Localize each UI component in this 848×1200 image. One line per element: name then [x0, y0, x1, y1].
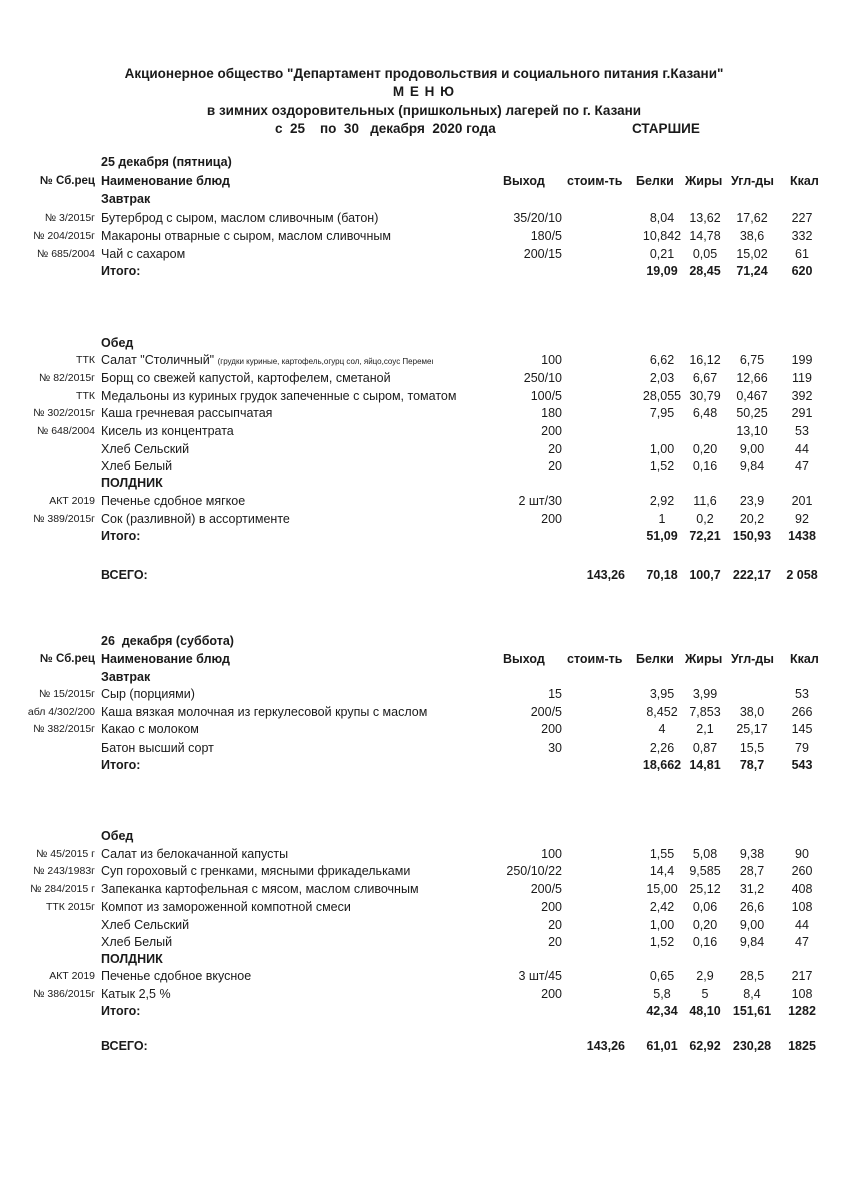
dish-yield: 20: [548, 442, 562, 456]
dish-protein: 2,92: [649, 494, 675, 508]
col-protein: Белки: [636, 174, 674, 188]
dish-yield: 180: [541, 406, 562, 420]
dish-yield: 3 шт/45: [518, 969, 562, 983]
organization-title: Акционерное общество "Департамент продовольствия и социального питания г.Казани": [124, 66, 724, 81]
dish-name: Хлеб Белый: [101, 935, 173, 949]
dish-name: Борщ со свежей капустой, картофелем, сметаной: [101, 371, 391, 385]
recipe-code: № 204/2015г: [33, 230, 95, 242]
table-row: [0, 209, 848, 227]
dish-yield: 100: [541, 847, 562, 861]
subtotal-fat: 72,21: [689, 529, 721, 543]
table-row: [0, 351, 848, 369]
subtotal-carbs: 78,7: [739, 758, 765, 772]
dish-kcal: 332: [791, 229, 813, 243]
table-row: [0, 880, 848, 898]
dish-kcal: 291: [791, 406, 813, 420]
dish-protein: 3,95: [649, 687, 675, 701]
dish-fat: 6,67: [692, 371, 718, 385]
subtotal-fat: 48,10: [689, 1004, 721, 1018]
recipe-code: № 389/2015г: [33, 513, 95, 525]
dish-carbs: 8,4: [743, 987, 761, 1001]
dish-carbs: 15,5: [739, 741, 765, 755]
dish-name: Кисель из концентрата: [101, 424, 234, 438]
total-carbs: 222,17: [732, 568, 772, 582]
dish-name: Печенье сдобное мягкое: [101, 494, 246, 508]
subtotal-protein: 18,662: [642, 758, 682, 772]
grand-total-row: [0, 566, 848, 584]
dish-yield: 20: [548, 935, 562, 949]
total-cost: 143,26: [586, 1039, 625, 1053]
subtotal-kcal: 1438: [788, 529, 816, 543]
table-row: [0, 916, 848, 934]
dish-yield: 15: [548, 687, 562, 701]
meal-breakfast-label: Завтрак: [101, 670, 151, 684]
total-kcal: 2 058: [786, 568, 818, 582]
dish-kcal: 201: [791, 494, 813, 508]
dish-kcal: 392: [791, 389, 813, 403]
column-header-row: [0, 650, 848, 668]
dish-carbs: 20,2: [739, 512, 765, 526]
dish-protein: 2,26: [649, 741, 675, 755]
dish-kcal: 217: [791, 969, 813, 983]
dish-ingredients-note: (грудки куриные, картофель,огурц сол, яйцо,соус Перемеı: [217, 357, 434, 366]
col-carbs: Угл-ды: [731, 174, 774, 188]
subtotal-row: [0, 756, 848, 774]
col-fat: Жиры: [685, 174, 723, 188]
dish-name: Бутерброд с сыром, маслом сливочным (батон): [101, 211, 379, 225]
dish-protein: 2,42: [649, 900, 675, 914]
dish-protein: 15,00: [646, 882, 678, 896]
subtotal-row: [0, 1002, 848, 1020]
recipe-code: АКТ 2019: [49, 970, 95, 982]
dish-fat: 16,12: [689, 353, 721, 367]
dish-protein: 0,65: [649, 969, 675, 983]
dish-fat: 2,9: [696, 969, 714, 983]
dish-fat: 0,05: [692, 247, 718, 261]
dish-protein: 8,04: [649, 211, 675, 225]
dish-fat: 0,20: [692, 918, 718, 932]
dish-yield: 250/10/22: [506, 864, 562, 878]
col-yield: Выход: [503, 174, 545, 188]
dish-kcal: 53: [795, 687, 809, 701]
table-row: [0, 457, 848, 475]
age-group: СТАРШИЕ: [632, 121, 700, 136]
dish-yield: 200/15: [523, 247, 562, 261]
dish-kcal: 79: [795, 741, 809, 755]
recipe-code: АКТ 2019: [49, 495, 95, 507]
dish-yield: 200: [541, 512, 562, 526]
dish-yield: 200: [541, 987, 562, 1001]
dish-name: Запеканка картофельная с мясом, маслом сливочным: [101, 882, 419, 896]
dish-kcal: 119: [792, 371, 812, 385]
dish-protein: 1,00: [649, 918, 675, 932]
subtotal-carbs: 150,93: [732, 529, 772, 543]
dish-fat: 13,62: [689, 211, 721, 225]
dish-fat: 0,06: [692, 900, 718, 914]
col-fat: Жиры: [685, 652, 723, 666]
recipe-code: № 45/2015 г: [36, 848, 95, 860]
recipe-code: № 15/2015г: [39, 688, 95, 700]
dish-carbs: 15,02: [736, 247, 768, 261]
dish-name: Салат "Столичный" (грудки куриные, картофель,огурц сол, яйцо,соус Перемеı: [101, 353, 434, 367]
recipe-code: № 386/2015г: [33, 988, 95, 1000]
dish-name: Каша вязкая молочная из геркулесовой крупы с маслом: [101, 705, 428, 719]
recipe-code: № 284/2015 г: [30, 883, 95, 895]
dish-kcal: 92: [795, 512, 809, 526]
dish-carbs: 28,7: [739, 864, 765, 878]
col-kcal: Ккал: [790, 174, 819, 188]
recipe-code: № 382/2015г: [33, 723, 95, 735]
dish-yield: 35/20/10: [513, 211, 562, 225]
dish-fat: 6,48: [692, 406, 718, 420]
total-protein: 70,18: [646, 568, 678, 582]
subtotal-label: Итого:: [101, 1004, 141, 1018]
subtotal-row: [0, 262, 848, 280]
dish-protein: 6,62: [649, 353, 675, 367]
dish-fat: 0,2: [696, 512, 714, 526]
dish-kcal: 44: [795, 442, 809, 456]
dish-kcal: 53: [795, 424, 809, 438]
subtotal-kcal: 543: [791, 758, 813, 772]
total-kcal: 1825: [788, 1039, 816, 1053]
dish-yield: 2 шт/30: [518, 494, 562, 508]
dish-fat: 0,16: [692, 935, 718, 949]
dish-kcal: 266: [791, 705, 813, 719]
dish-carbs: 26,6: [739, 900, 765, 914]
day-title: 25 декабря (пятница): [101, 155, 232, 169]
dish-carbs: 23,9: [739, 494, 765, 508]
dish-kcal: 90: [795, 847, 809, 861]
dish-fat: 5,08: [692, 847, 718, 861]
total-fat: 62,92: [689, 1039, 721, 1053]
table-row: [0, 404, 848, 422]
grand-total-row: [0, 1037, 848, 1055]
dish-carbs: 9,84: [739, 935, 765, 949]
recipe-code: ТТК: [76, 354, 95, 366]
dish-fat: 30,79: [689, 389, 721, 403]
dish-protein: 14,4: [649, 864, 675, 878]
dish-yield: 20: [548, 918, 562, 932]
dish-name: Хлеб Белый: [101, 459, 173, 473]
table-row: [0, 703, 848, 721]
subtotal-label: Итого:: [101, 758, 141, 772]
dish-carbs: 9,38: [739, 847, 765, 861]
dish-carbs: 9,00: [739, 918, 765, 932]
dish-kcal: 61: [795, 247, 809, 261]
subtotal-kcal: 1282: [788, 1004, 816, 1018]
col-code: № Сб.рец: [40, 175, 95, 187]
recipe-code: № 685/2004: [37, 248, 95, 260]
dish-name: Батон высший сорт: [101, 741, 214, 755]
dish-fat: 2,1: [696, 722, 714, 736]
meal-breakfast-label: Завтрак: [101, 192, 151, 206]
dish-kcal: 145: [791, 722, 813, 736]
dish-carbs: 0,467: [736, 389, 768, 403]
dish-carbs: 28,5: [739, 969, 765, 983]
dish-name: Медальоны из куриных грудок запеченные с сыром, томатом: [101, 389, 457, 403]
recipe-code: № 82/2015г: [39, 372, 95, 384]
dish-yield: 20: [548, 459, 562, 473]
dish-kcal: 408: [791, 882, 813, 896]
table-row: [0, 862, 848, 880]
col-name: Наименование блюд: [101, 174, 230, 188]
table-row: [0, 933, 848, 951]
table-row: [0, 845, 848, 863]
dish-fat: 0,20: [692, 442, 718, 456]
dish-fat: 11,6: [693, 494, 717, 508]
dish-name: Сок (разливной) в ассортименте: [101, 512, 290, 526]
meal-lunch-label: Обед: [101, 829, 134, 843]
dish-protein: 1,52: [649, 459, 675, 473]
dish-carbs: 31,2: [739, 882, 765, 896]
table-row: [0, 422, 848, 440]
menu-title: М Е Н Ю: [392, 84, 456, 99]
recipe-code: ТТК 2015г: [45, 901, 95, 913]
dish-carbs: 17,62: [736, 211, 768, 225]
total-protein: 61,01: [646, 1039, 678, 1053]
recipe-code: абл 4/302/200: [27, 706, 95, 718]
meal-snack-label: ПОЛДНИК: [101, 476, 163, 490]
dish-name: Хлеб Сельский: [101, 918, 190, 932]
dish-yield: 200: [541, 900, 562, 914]
col-cost: стоим-ть: [567, 652, 623, 666]
recipe-code: № 648/2004: [37, 425, 95, 437]
table-row: [0, 492, 848, 510]
recipe-code: № 3/2015г: [44, 212, 95, 224]
col-name: Наименование блюд: [101, 652, 230, 666]
dish-carbs: 38,6: [739, 229, 765, 243]
dish-kcal: 108: [791, 900, 813, 914]
dish-name: Макароны отварные с сыром, маслом сливочным: [101, 229, 391, 243]
total-label: ВСЕГО:: [101, 1039, 148, 1053]
total-cost: 143,26: [586, 568, 625, 582]
subtotal-label: Итого:: [101, 264, 141, 278]
dish-fat: 7,853: [689, 705, 721, 719]
dish-yield: 100/5: [530, 389, 562, 403]
dish-name: Салат из белокачанной капусты: [101, 847, 289, 861]
table-row: [0, 245, 848, 263]
subtotal-label: Итого:: [101, 529, 141, 543]
dish-protein: 5,8: [653, 987, 671, 1001]
subtotal-protein: 51,09: [646, 529, 678, 543]
dish-carbs: 9,84: [739, 459, 765, 473]
table-row: [0, 720, 848, 738]
dish-protein: 1,52: [649, 935, 675, 949]
dish-carbs: 12,66: [736, 371, 768, 385]
dish-kcal: 260: [791, 864, 813, 878]
table-row: [0, 898, 848, 916]
col-code: № Сб.рец: [40, 653, 95, 665]
total-carbs: 230,28: [732, 1039, 772, 1053]
table-row: [0, 387, 848, 405]
dish-carbs: 13,10: [736, 424, 768, 438]
dish-name: Компот из замороженной компотной смеси: [101, 900, 351, 914]
day-title: 26 декабря (суббота): [101, 634, 234, 648]
dish-protein: 8,452: [646, 705, 678, 719]
dish-name: Суп гороховый с гренками, мясными фрикадельками: [101, 864, 411, 878]
dish-name: Какао с молоком: [101, 722, 199, 736]
meal-lunch-label: Обед: [101, 336, 134, 350]
meal-snack-label: ПОЛДНИК: [101, 952, 163, 966]
subtotal-row: [0, 527, 848, 545]
column-header-row: [0, 172, 848, 190]
dish-yield: 200/5: [530, 882, 562, 896]
menu-period: с 25 по 30 декабря 2020 года: [275, 121, 496, 136]
dish-yield: 250/10: [523, 371, 562, 385]
dish-protein: 2,03: [649, 371, 675, 385]
dish-yield: 200/5: [530, 705, 562, 719]
dish-carbs: 6,75: [739, 353, 765, 367]
subtotal-fat: 28,45: [689, 264, 721, 278]
dish-name: Чай с сахаром: [101, 247, 186, 261]
dish-yield: 200: [541, 424, 562, 438]
table-row: [0, 369, 848, 387]
dish-yield: 100: [541, 353, 562, 367]
dish-fat: 5: [701, 987, 709, 1001]
dish-fat: 25,12: [689, 882, 721, 896]
total-label: ВСЕГО:: [101, 568, 148, 582]
dish-fat: 0,87: [692, 741, 718, 755]
dish-kcal: 227: [791, 211, 813, 225]
table-row: [0, 227, 848, 245]
table-row: [0, 440, 848, 458]
dish-name: Каша гречневая рассыпчатая: [101, 406, 273, 420]
dish-kcal: 199: [791, 353, 813, 367]
dish-yield: 200: [541, 722, 562, 736]
dish-kcal: 47: [795, 459, 809, 473]
dish-carbs: 50,25: [736, 406, 768, 420]
recipe-code: ТТК: [76, 390, 95, 402]
table-row: [0, 685, 848, 703]
subtotal-protein: 19,09: [646, 264, 678, 278]
dish-name: Сыр (порциями): [101, 687, 195, 701]
dish-protein: 4: [658, 722, 666, 736]
subtotal-fat: 14,81: [689, 758, 721, 772]
dish-name: Катык 2,5 %: [101, 987, 171, 1001]
dish-fat: 0,16: [692, 459, 718, 473]
dish-protein: 10,842: [642, 229, 682, 243]
dish-protein: 28,055: [642, 389, 682, 403]
dish-carbs: 25,17: [736, 722, 768, 736]
table-row: [0, 967, 848, 985]
recipe-code: № 302/2015г: [33, 407, 95, 419]
dish-kcal: 44: [795, 918, 809, 932]
table-row: [0, 985, 848, 1003]
dish-fat: 14,78: [689, 229, 721, 243]
dish-kcal: 47: [795, 935, 809, 949]
dish-fat: 3,99: [692, 687, 718, 701]
dish-carbs: 38,0: [739, 705, 765, 719]
col-carbs: Угл-ды: [731, 652, 774, 666]
col-protein: Белки: [636, 652, 674, 666]
dish-protein: 7,95: [649, 406, 675, 420]
dish-protein: 1,55: [649, 847, 675, 861]
dish-protein: 1,00: [649, 442, 675, 456]
dish-fat: 9,585: [689, 864, 721, 878]
recipe-code: № 243/1983г: [33, 865, 95, 877]
dish-carbs: 9,00: [739, 442, 765, 456]
dish-name: Хлеб Сельский: [101, 442, 190, 456]
table-row: [0, 739, 848, 757]
dish-name: Печенье сдобное вкусное: [101, 969, 252, 983]
col-yield: Выход: [503, 652, 545, 666]
col-cost: стоим-ть: [567, 174, 623, 188]
subtotal-protein: 42,34: [646, 1004, 678, 1018]
dish-protein: 1: [658, 512, 666, 526]
dish-yield: 30: [548, 741, 562, 755]
dish-yield: 180/5: [530, 229, 562, 243]
menu-subtitle: в зимних оздоровительных (пришкольных) лагерей по г. Казани: [206, 103, 642, 118]
subtotal-carbs: 151,61: [732, 1004, 772, 1018]
table-row: [0, 510, 848, 528]
col-kcal: Ккал: [790, 652, 819, 666]
dish-protein: 0,21: [649, 247, 675, 261]
dish-kcal: 108: [791, 987, 813, 1001]
subtotal-kcal: 620: [791, 264, 813, 278]
subtotal-carbs: 71,24: [736, 264, 768, 278]
total-fat: 100,7: [689, 568, 721, 582]
